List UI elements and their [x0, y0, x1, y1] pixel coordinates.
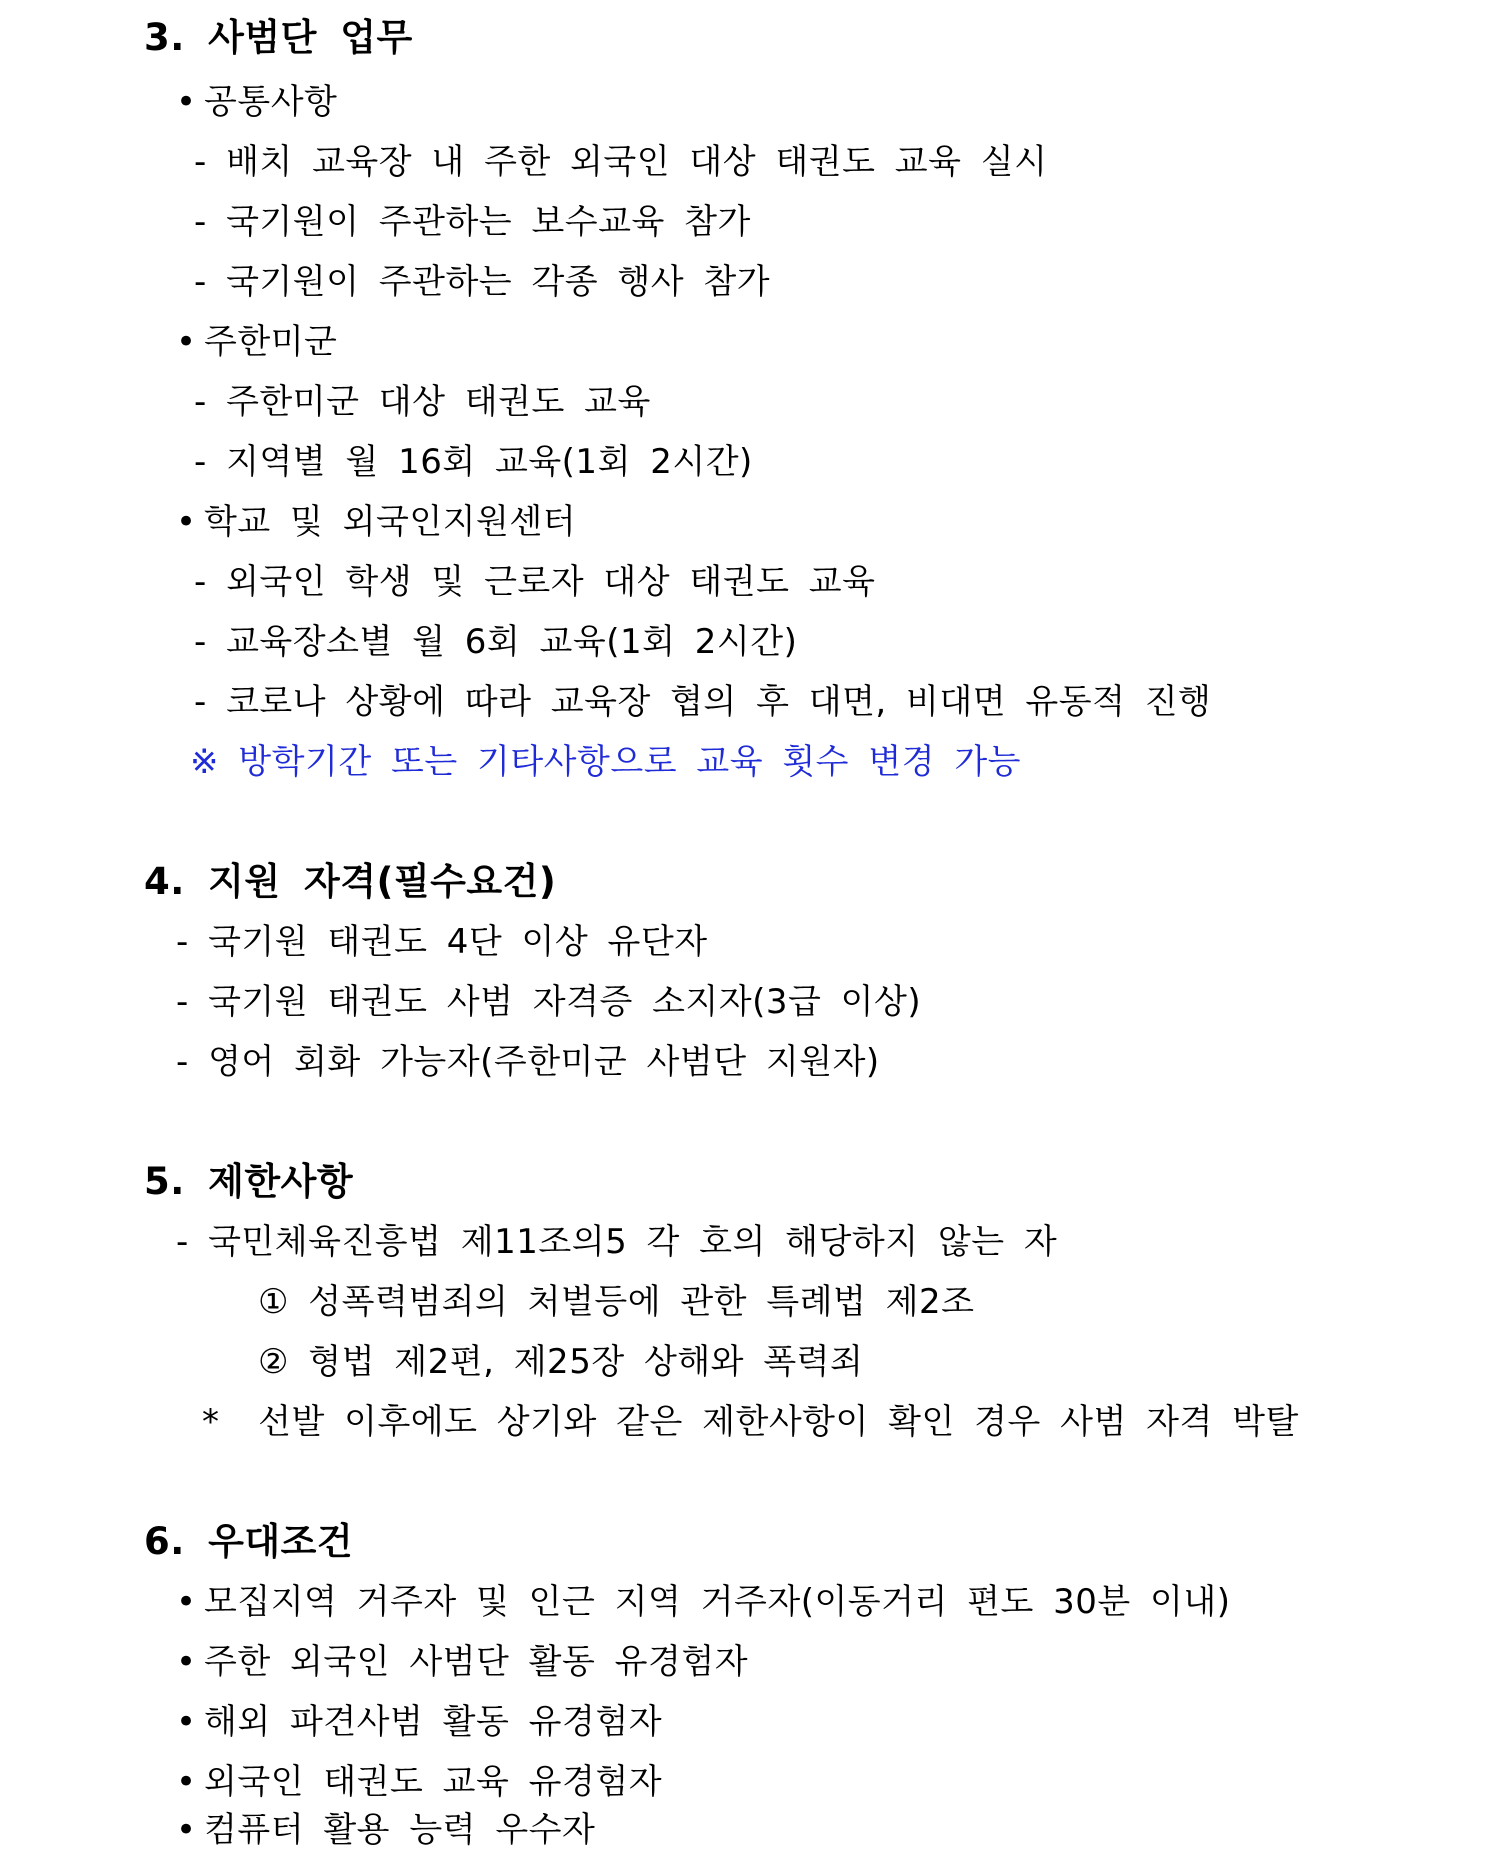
preference-item-1 — [176, 1582, 1231, 1622]
usfk-item-2: - 지역별 월 16회 교육(1회 2시간) — [194, 442, 753, 482]
common-item-1: - 배치 교육장 내 주한 외국인 대상 태권도 교육 실시 — [194, 142, 1048, 182]
bullet-dot: • — [176, 1702, 197, 1742]
bullet-dot: • — [176, 502, 197, 542]
qualification-item-3: - 영어 회화 가능자(주한미군 사범단 지원자) — [176, 1042, 880, 1082]
restriction-sub-item-2: ② 형법 제2편, 제25장 상해와 폭력죄 — [258, 1342, 864, 1382]
school-item-2: - 교육장소별 월 6회 교육(1회 2시간) — [194, 622, 798, 662]
restriction-sub-item-1: ① 성폭력범죄의 처벌등에 관한 특례법 제2조 — [258, 1282, 975, 1322]
bullet-dot: • — [176, 1762, 197, 1802]
preference-item-2 — [176, 1642, 748, 1682]
preference-item-3-text: 해외 파견사범 활동 유경험자 — [204, 1702, 663, 1742]
common-item-2: - 국기원이 주관하는 보수교육 참가 — [194, 202, 751, 242]
section-3-note: ※ 방학기간 또는 기타사항으로 교육 횟수 변경 가능 — [190, 742, 1022, 782]
bullet-dot: • — [176, 1810, 197, 1850]
bullet-dot: • — [176, 322, 197, 362]
bullet-usfk — [176, 322, 337, 362]
restriction-note: * 선발 이후에도 상기와 같은 제한사항이 확인 경우 사범 자격 박탈 — [202, 1402, 1299, 1442]
bullet-usfk-label: 주한미군 — [204, 322, 338, 362]
restriction-item: - 국민체육진흥법 제11조의5 각 호의 해당하지 않는 자 — [176, 1222, 1058, 1262]
preference-item-4-text: 외국인 태권도 교육 유경험자 — [204, 1762, 663, 1802]
preference-item-3 — [176, 1702, 662, 1742]
bullet-common — [176, 82, 337, 122]
qualification-item-1: - 국기원 태권도 4단 이상 유단자 — [176, 922, 708, 962]
bullet-dot: • — [176, 1582, 197, 1622]
bullet-school — [176, 502, 576, 542]
qualification-item-2: - 국기원 태권도 사범 자격증 소지자(3급 이상) — [176, 982, 922, 1022]
section-6-title: 6. 우대조건 — [144, 1520, 354, 1563]
bullet-dot: • — [176, 82, 197, 122]
preference-item-2-text: 주한 외국인 사범단 활동 유경험자 — [204, 1642, 749, 1682]
section-4-title: 4. 지원 자격(필수요건) — [144, 860, 557, 903]
bullet-dot: • — [176, 1642, 197, 1682]
preference-item-4 — [176, 1762, 662, 1802]
section-3-title: 3. 사범단 업무 — [144, 16, 413, 59]
bullet-common-label: 공통사항 — [204, 82, 338, 122]
preference-item-1-text: 모집지역 거주자 및 인근 지역 거주자(이동거리 편도 30분 이내) — [204, 1582, 1231, 1622]
usfk-item-1: - 주한미군 대상 태권도 교육 — [194, 382, 651, 422]
common-item-3: - 국기원이 주관하는 각종 행사 참가 — [194, 262, 771, 302]
school-item-3: - 코로나 상황에 따라 교육장 협의 후 대면, 비대면 유동적 진행 — [194, 682, 1212, 722]
preference-item-5 — [176, 1810, 595, 1850]
preference-item-5-text: 컴퓨터 활용 능력 우수자 — [204, 1810, 596, 1850]
section-5-title: 5. 제한사항 — [144, 1160, 354, 1203]
school-item-1: - 외국인 학생 및 근로자 대상 태권도 교육 — [194, 562, 876, 602]
bullet-school-label: 학교 및 외국인지원센터 — [204, 502, 577, 542]
